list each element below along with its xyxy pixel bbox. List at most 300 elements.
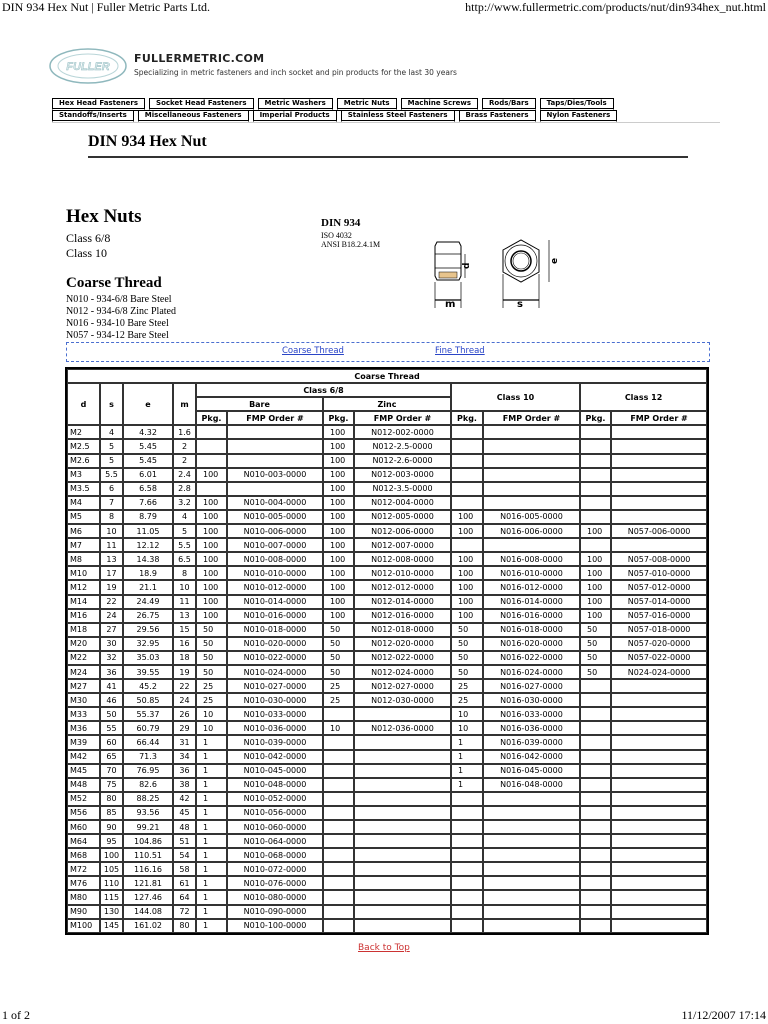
table-cell xyxy=(354,707,451,721)
table-cell xyxy=(611,834,707,848)
table-cell: 50 xyxy=(323,651,354,665)
nav-link[interactable]: Socket Head Fasteners xyxy=(149,98,253,111)
table-cell: 6.58 xyxy=(123,482,173,496)
table-cell: 3.2 xyxy=(173,496,196,510)
table-cell: 100 xyxy=(196,538,227,552)
table-cell: 5.5 xyxy=(173,538,196,552)
table-cell: 4 xyxy=(173,510,196,524)
table-cell: 61 xyxy=(173,876,196,890)
table-cell: M72 xyxy=(67,862,100,876)
dim-m-label: m xyxy=(445,299,456,310)
table-cell xyxy=(451,792,483,806)
table-cell xyxy=(580,482,611,496)
table-body xyxy=(67,425,707,932)
table-cell xyxy=(451,468,483,482)
table-cell: N012-003-0000 xyxy=(354,468,451,482)
col-header-pkg: Pkg. xyxy=(323,411,354,425)
table-cell xyxy=(611,693,707,707)
table-cell: N016-014-0000 xyxy=(483,595,580,609)
table-cell xyxy=(580,679,611,693)
table-cell: N010-027-0000 xyxy=(227,679,323,693)
table-cell: 54 xyxy=(173,848,196,862)
table-cell: N010-100-0000 xyxy=(227,919,323,933)
col-header-bare: Bare xyxy=(196,397,323,411)
table-cell: 10 xyxy=(173,580,196,594)
table-cell: N010-022-0000 xyxy=(227,651,323,665)
site-tagline: Specializing in metric fasteners and inch socket and pin products for the last 30 years xyxy=(134,68,457,77)
table-cell: N012-010-0000 xyxy=(354,566,451,580)
table-cell xyxy=(483,439,580,453)
table-row xyxy=(67,665,707,679)
table-cell: N012-008-0000 xyxy=(354,552,451,566)
browser-page-title: DIN 934 Hex Nut | Fuller Metric Parts Ltd. xyxy=(2,0,211,14)
table-cell: N012-2.6-0000 xyxy=(354,454,451,468)
table-cell: 100 xyxy=(196,510,227,524)
table-cell: N016-045-0000 xyxy=(483,764,580,778)
table-cell: 65 xyxy=(100,750,123,764)
table-cell xyxy=(580,862,611,876)
table-cell: N016-033-0000 xyxy=(483,707,580,721)
table-cell: N012-016-0000 xyxy=(354,609,451,623)
table-cell: N010-030-0000 xyxy=(227,693,323,707)
table-cell xyxy=(451,848,483,862)
table-cell: N016-006-0000 xyxy=(483,524,580,538)
col-header-order: FMP Order # xyxy=(611,411,707,425)
table-cell: 100 xyxy=(196,580,227,594)
table-cell xyxy=(611,679,707,693)
table-cell: 4.32 xyxy=(123,425,173,439)
table-cell: 100 xyxy=(580,566,611,580)
table-row xyxy=(67,679,707,693)
table-cell: N010-024-0000 xyxy=(227,665,323,679)
table-cell: N010-033-0000 xyxy=(227,707,323,721)
table-cell: 36 xyxy=(173,764,196,778)
table-cell xyxy=(580,454,611,468)
table-cell xyxy=(196,425,227,439)
table-cell: M2.5 xyxy=(67,439,100,453)
table-cell xyxy=(354,735,451,749)
table-cell: N057-020-0000 xyxy=(611,637,707,651)
table-cell: 100 xyxy=(451,566,483,580)
table-cell: 27 xyxy=(100,623,123,637)
table-cell: 50 xyxy=(580,651,611,665)
table-cell: M27 xyxy=(67,679,100,693)
table-cell: 80 xyxy=(100,792,123,806)
table-cell: 11 xyxy=(100,538,123,552)
table-cell xyxy=(483,862,580,876)
table-cell: 1 xyxy=(196,919,227,933)
table-cell: 80 xyxy=(173,919,196,933)
table-cell xyxy=(323,905,354,919)
back-to-top-link[interactable]: Back to Top xyxy=(358,943,410,953)
table-cell: N010-052-0000 xyxy=(227,792,323,806)
table-cell xyxy=(354,919,451,933)
table-cell: N057-008-0000 xyxy=(611,552,707,566)
table-cell: 76.95 xyxy=(123,764,173,778)
table-cell xyxy=(611,820,707,834)
table-cell: 100 xyxy=(100,848,123,862)
table-cell: M14 xyxy=(67,595,100,609)
dim-e-label: e xyxy=(550,257,560,264)
table-row xyxy=(67,919,707,933)
table-cell: M3 xyxy=(67,468,100,482)
table-cell: M52 xyxy=(67,792,100,806)
nav-link[interactable]: Nylon Fasteners xyxy=(540,110,618,123)
table-cell: 25 xyxy=(451,693,483,707)
table-cell xyxy=(323,707,354,721)
table-cell xyxy=(451,454,483,468)
table-row xyxy=(67,834,707,848)
table-cell xyxy=(611,876,707,890)
table-row xyxy=(67,609,707,623)
col-header-class-6-8: Class 6/8 xyxy=(196,383,451,397)
table-cell: 105 xyxy=(100,862,123,876)
table-row xyxy=(67,862,707,876)
table-cell: M3.5 xyxy=(67,482,100,496)
table-cell xyxy=(580,778,611,792)
table-cell: 45.2 xyxy=(123,679,173,693)
table-cell xyxy=(483,468,580,482)
nav-link[interactable]: Metric Washers xyxy=(258,98,333,111)
title-divider xyxy=(88,156,688,158)
table-cell xyxy=(354,792,451,806)
table-cell xyxy=(323,876,354,890)
table-cell: 100 xyxy=(323,468,354,482)
tab-coarse-thread[interactable]: Coarse Thread xyxy=(282,346,344,356)
table-row xyxy=(67,552,707,566)
table-cell: 50 xyxy=(580,665,611,679)
table-cell: 1 xyxy=(196,778,227,792)
table-cell: N016-005-0000 xyxy=(483,510,580,524)
table-cell: N012-007-0000 xyxy=(354,538,451,552)
table-cell: N016-022-0000 xyxy=(483,651,580,665)
table-cell: 8 xyxy=(100,510,123,524)
class-label: Class 10 xyxy=(66,246,108,260)
table-cell xyxy=(611,468,707,482)
table-cell: 50 xyxy=(196,651,227,665)
table-cell: 1 xyxy=(451,735,483,749)
table-row xyxy=(67,820,707,834)
table-cell xyxy=(451,919,483,933)
table-cell: N012-012-0000 xyxy=(354,580,451,594)
table-cell: 50 xyxy=(451,637,483,651)
table-cell: M76 xyxy=(67,876,100,890)
table-cell xyxy=(611,721,707,735)
table-cell: 10 xyxy=(196,721,227,735)
table-cell: 100 xyxy=(323,439,354,453)
nav-link[interactable]: Imperial Products xyxy=(253,110,337,123)
table-cell: N010-010-0000 xyxy=(227,566,323,580)
table-cell: N012-005-0000 xyxy=(354,510,451,524)
table-cell xyxy=(580,721,611,735)
table-cell: N016-036-0000 xyxy=(483,721,580,735)
tab-fine-thread[interactable]: Fine Thread xyxy=(435,346,485,356)
nav-link[interactable]: Stainless Steel Fasteners xyxy=(341,110,455,123)
table-cell: M2.6 xyxy=(67,454,100,468)
table-cell: 82.6 xyxy=(123,778,173,792)
table-cell: N010-036-0000 xyxy=(227,721,323,735)
table-cell xyxy=(580,735,611,749)
table-cell: 115 xyxy=(100,890,123,904)
table-cell: 100 xyxy=(451,580,483,594)
table-cell: 41 xyxy=(100,679,123,693)
table-cell: 39.55 xyxy=(123,665,173,679)
table-cell: 1 xyxy=(451,764,483,778)
site-brand[interactable]: FULLERMETRIC.COM xyxy=(134,52,265,65)
table-cell: 5.45 xyxy=(123,454,173,468)
table-cell: M8 xyxy=(67,552,100,566)
nav-link[interactable]: Rods/Bars xyxy=(482,98,536,111)
table-cell: 100 xyxy=(451,552,483,566)
table-cell xyxy=(611,750,707,764)
table-cell xyxy=(580,820,611,834)
table-row xyxy=(67,496,707,510)
table-cell xyxy=(580,905,611,919)
table-cell: 15 xyxy=(173,623,196,637)
table-cell xyxy=(611,919,707,933)
table-cell: 127.46 xyxy=(123,890,173,904)
table-row xyxy=(67,750,707,764)
table-cell: M100 xyxy=(67,919,100,933)
table-cell: N012-024-0000 xyxy=(354,665,451,679)
table-cell: 25 xyxy=(196,679,227,693)
table-cell: 100 xyxy=(323,510,354,524)
table-cell: 50 xyxy=(100,707,123,721)
table-cell: 71.3 xyxy=(123,750,173,764)
table-cell: 12.12 xyxy=(123,538,173,552)
table-cell: N010-020-0000 xyxy=(227,637,323,651)
table-cell xyxy=(483,890,580,904)
table-cell: N010-012-0000 xyxy=(227,580,323,594)
table-cell xyxy=(580,876,611,890)
table-cell: 2.4 xyxy=(173,468,196,482)
table-cell xyxy=(323,792,354,806)
col-header-order: FMP Order # xyxy=(227,411,323,425)
table-row xyxy=(67,425,707,439)
table-cell: N010-048-0000 xyxy=(227,778,323,792)
table-cell: N016-012-0000 xyxy=(483,580,580,594)
table-cell: 7 xyxy=(100,496,123,510)
nav-link[interactable]: Metric Nuts xyxy=(337,98,397,111)
table-cell: 17 xyxy=(100,566,123,580)
table-cell: 1 xyxy=(196,750,227,764)
table-cell: 110.51 xyxy=(123,848,173,862)
print-datetime: 11/12/2007 17:14 xyxy=(681,1008,766,1022)
table-cell xyxy=(227,439,323,453)
table-cell: 26.75 xyxy=(123,609,173,623)
table-cell: 1 xyxy=(451,750,483,764)
nav-link[interactable]: Miscellaneous Fasteners xyxy=(138,110,249,123)
table-cell: N010-072-0000 xyxy=(227,862,323,876)
table-cell: M24 xyxy=(67,665,100,679)
table-cell xyxy=(483,425,580,439)
table-cell: M5 xyxy=(67,510,100,524)
table-cell: 5.45 xyxy=(123,439,173,453)
table-cell: N010-064-0000 xyxy=(227,834,323,848)
table-cell: 130 xyxy=(100,905,123,919)
table-cell: N016-042-0000 xyxy=(483,750,580,764)
table-cell: 5.5 xyxy=(100,468,123,482)
table-cell: 100 xyxy=(580,595,611,609)
table-cell: 100 xyxy=(451,524,483,538)
table-cell xyxy=(354,764,451,778)
table-cell xyxy=(611,806,707,820)
table-cell: 50 xyxy=(451,665,483,679)
table-cell: 50 xyxy=(323,637,354,651)
table-cell: M48 xyxy=(67,778,100,792)
table-cell xyxy=(483,919,580,933)
table-cell xyxy=(354,778,451,792)
table-cell: N016-024-0000 xyxy=(483,665,580,679)
table-row xyxy=(67,566,707,580)
table-cell xyxy=(323,890,354,904)
table-cell xyxy=(227,454,323,468)
table-cell: M16 xyxy=(67,609,100,623)
table-cell xyxy=(611,735,707,749)
table-cell: N012-022-0000 xyxy=(354,651,451,665)
table-cell: 36 xyxy=(100,665,123,679)
col-header-class-10: Class 10 xyxy=(451,383,580,411)
thread-tabs xyxy=(66,342,710,362)
table-cell xyxy=(323,764,354,778)
table-cell xyxy=(611,454,707,468)
table-cell: N010-007-0000 xyxy=(227,538,323,552)
dim-d-label: d xyxy=(462,262,472,269)
table-cell xyxy=(611,482,707,496)
nav-link[interactable]: Taps/Dies/Tools xyxy=(540,98,614,111)
table-row xyxy=(67,482,707,496)
table-cell: 1 xyxy=(196,806,227,820)
table-cell: 18 xyxy=(173,651,196,665)
table-row xyxy=(67,538,707,552)
table-cell xyxy=(483,792,580,806)
table-cell: 1 xyxy=(196,905,227,919)
table-cell: 100 xyxy=(323,552,354,566)
table-cell xyxy=(611,862,707,876)
table-cell: N012-018-0000 xyxy=(354,623,451,637)
product-code: N010 - 934-6/8 Bare Steel xyxy=(66,294,172,305)
table-cell xyxy=(483,454,580,468)
table-cell: N024-024-0000 xyxy=(611,665,707,679)
table-cell: 25 xyxy=(196,693,227,707)
table-cell: 70 xyxy=(100,764,123,778)
col-header-pkg: Pkg. xyxy=(580,411,611,425)
table-cell: 116.16 xyxy=(123,862,173,876)
table-cell xyxy=(323,820,354,834)
table-cell: 121.81 xyxy=(123,876,173,890)
table-cell: 110 xyxy=(100,876,123,890)
table-cell: N010-039-0000 xyxy=(227,735,323,749)
table-cell: 100 xyxy=(196,595,227,609)
table-cell: 100 xyxy=(323,580,354,594)
table-cell xyxy=(483,806,580,820)
table-cell: 100 xyxy=(196,496,227,510)
table-cell xyxy=(611,778,707,792)
nav-link[interactable]: Standoffs/Inserts xyxy=(52,110,134,123)
table-row xyxy=(67,876,707,890)
product-code: N057 - 934-12 Bare Steel xyxy=(66,330,169,341)
table-cell: 99.21 xyxy=(123,820,173,834)
table-cell: N010-018-0000 xyxy=(227,623,323,637)
table-cell xyxy=(354,905,451,919)
table-cell: N016-016-0000 xyxy=(483,609,580,623)
table-cell: N010-060-0000 xyxy=(227,820,323,834)
table-cell: M12 xyxy=(67,580,100,594)
table-cell: M20 xyxy=(67,637,100,651)
table-cell: N016-048-0000 xyxy=(483,778,580,792)
table-cell: 100 xyxy=(580,552,611,566)
table-cell xyxy=(354,848,451,862)
table-cell: 6 xyxy=(100,482,123,496)
table-cell: N010-056-0000 xyxy=(227,806,323,820)
table-cell: 100 xyxy=(196,609,227,623)
nav-link[interactable]: Hex Head Fasteners xyxy=(52,98,145,111)
table-cell xyxy=(451,876,483,890)
table-cell: 11 xyxy=(173,595,196,609)
table-cell: 32 xyxy=(100,651,123,665)
table-cell: 1.6 xyxy=(173,425,196,439)
table-cell: N012-006-0000 xyxy=(354,524,451,538)
table-cell: 51 xyxy=(173,834,196,848)
nav-link[interactable]: Machine Screws xyxy=(401,98,478,111)
table-cell xyxy=(611,439,707,453)
table-cell: 50 xyxy=(196,623,227,637)
table-row xyxy=(67,623,707,637)
table-cell: 1 xyxy=(196,848,227,862)
table-cell xyxy=(483,820,580,834)
table-cell: 100 xyxy=(196,566,227,580)
product-title: Hex Nuts xyxy=(66,206,142,227)
table-cell: 10 xyxy=(451,707,483,721)
table-cell: M6 xyxy=(67,524,100,538)
coarse-thread-title: Coarse Thread xyxy=(66,275,162,291)
table-cell xyxy=(483,496,580,510)
table-cell xyxy=(227,425,323,439)
table-cell: N010-008-0000 xyxy=(227,552,323,566)
table-cell: 19 xyxy=(100,580,123,594)
table-cell: 22 xyxy=(173,679,196,693)
table-cell: 8 xyxy=(173,566,196,580)
table-cell xyxy=(323,778,354,792)
table-cell: 48 xyxy=(173,820,196,834)
table-cell xyxy=(451,425,483,439)
table-cell xyxy=(483,834,580,848)
table-row xyxy=(67,764,707,778)
fullermetric-logo[interactable] xyxy=(48,47,128,85)
table-cell: 58 xyxy=(173,862,196,876)
table-row xyxy=(67,524,707,538)
nav-link[interactable]: Brass Fasteners xyxy=(459,110,536,123)
table-cell: 55 xyxy=(100,721,123,735)
table-cell: 1 xyxy=(196,820,227,834)
table-cell: N016-010-0000 xyxy=(483,566,580,580)
table-row xyxy=(67,707,707,721)
table-row xyxy=(67,848,707,862)
table-cell: 42 xyxy=(173,792,196,806)
table-cell: 66.44 xyxy=(123,735,173,749)
table-cell: 24 xyxy=(100,609,123,623)
table-cell xyxy=(323,735,354,749)
table-cell: 1 xyxy=(196,890,227,904)
table-cell: 1 xyxy=(196,876,227,890)
table-cell xyxy=(196,439,227,453)
dim-s-label: s xyxy=(517,299,523,310)
table-cell: 29 xyxy=(173,721,196,735)
table-cell: 1 xyxy=(196,764,227,778)
table-row xyxy=(67,468,707,482)
standard-title: DIN 934 xyxy=(321,217,361,229)
table-cell: 24 xyxy=(173,693,196,707)
